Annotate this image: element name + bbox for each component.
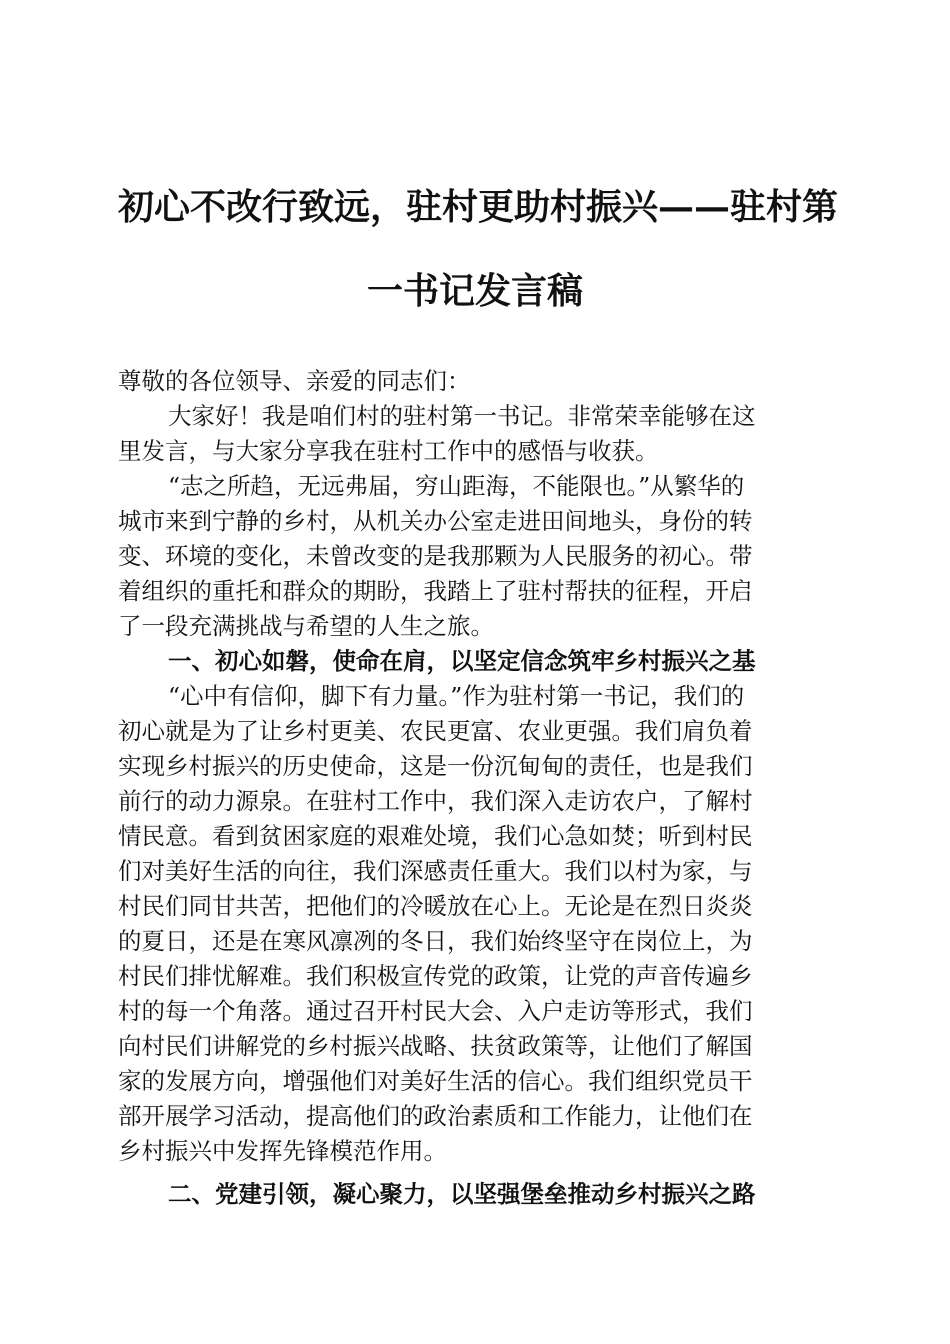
section-heading-1: 一、初心如磐，使命在肩，以坚定信念筑牢乡村振兴之基 bbox=[168, 647, 756, 675]
paragraph-line: “心中有信仰，脚下有力量。”作为驻村第一书记，我们的 bbox=[168, 682, 745, 710]
paragraph-3 bbox=[118, 679, 832, 1169]
paragraph-line: 们对美好生活的向往，我们深感责任重大。我们以村为家，与 bbox=[118, 857, 753, 885]
paragraph-1 bbox=[118, 399, 832, 469]
paragraph-line: 实现乡村振兴的历史使命，这是一份沉甸甸的责任，也是我们 bbox=[118, 752, 753, 780]
paragraph-2 bbox=[118, 469, 832, 644]
paragraph-line: 村民们排忧解难。我们积极宣传党的政策，让党的声音传遍乡 bbox=[118, 962, 753, 990]
paragraph-line: 乡村振兴中发挥先锋模范作用。 bbox=[118, 1137, 447, 1165]
paragraph-line: 向村民们讲解党的乡村振兴战略、扶贫政策等，让他们了解国 bbox=[118, 1032, 753, 1060]
paragraph-line: 情民意。看到贫困家庭的艰难处境，我们心急如焚；听到村民 bbox=[118, 822, 753, 850]
paragraph-line: 部开展学习活动，提高他们的政治素质和工作能力，让他们在 bbox=[118, 1102, 753, 1130]
greeting: 尊敬的各位领导、亲爱的同志们： bbox=[118, 367, 471, 395]
paragraph-line: 的夏日，还是在寒风凛冽的冬日，我们始终坚守在岗位上，为 bbox=[118, 927, 753, 955]
paragraph-line: 了一段充满挑战与希望的人生之旅。 bbox=[118, 612, 494, 640]
document-body bbox=[118, 364, 832, 1212]
paragraph-line: 变、环境的变化，未曾改变的是我那颗为人民服务的初心。带 bbox=[118, 542, 753, 570]
paragraph-line: 着组织的重托和群众的期盼，我踏上了驻村帮扶的征程，开启 bbox=[118, 577, 753, 605]
document-title bbox=[118, 165, 839, 333]
paragraph-line: 家的发展方向，增强他们对美好生活的信心。我们组织党员干 bbox=[118, 1067, 753, 1095]
paragraph-line: 村民们同甘共苦，把他们的冷暖放在心上。无论是在烈日炎炎 bbox=[118, 892, 753, 920]
paragraph-line: 村的每一个角落。通过召开村民大会、入户走访等形式，我们 bbox=[118, 997, 753, 1025]
paragraph-line: 大家好！我是咱们村的驻村第一书记。非常荣幸能够在这 bbox=[168, 402, 756, 430]
section-heading-2: 二、党建引领，凝心聚力，以坚强堡垒推动乡村振兴之路 bbox=[168, 1180, 756, 1208]
paragraph-line: 里发言，与大家分享我在驻村工作中的感悟与收获。 bbox=[118, 437, 659, 465]
paragraph-line: 前行的动力源泉。在驻村工作中，我们深入走访农户，了解村 bbox=[118, 787, 753, 815]
paragraph-line: 初心就是为了让乡村更美、农民更富、农业更强。我们肩负着 bbox=[118, 717, 753, 745]
title-line-2: 一书记发言稿 bbox=[366, 270, 583, 312]
paragraph-line: “志之所趋，无远弗届，穷山距海，不能限也。”从繁华的 bbox=[168, 472, 745, 500]
paragraph-line: 城市来到宁静的乡村，从机关办公室走进田间地头，身份的转 bbox=[118, 507, 753, 535]
title-line-1: 初心不改行致远，驻村更助村振兴——驻村第 bbox=[118, 186, 839, 228]
